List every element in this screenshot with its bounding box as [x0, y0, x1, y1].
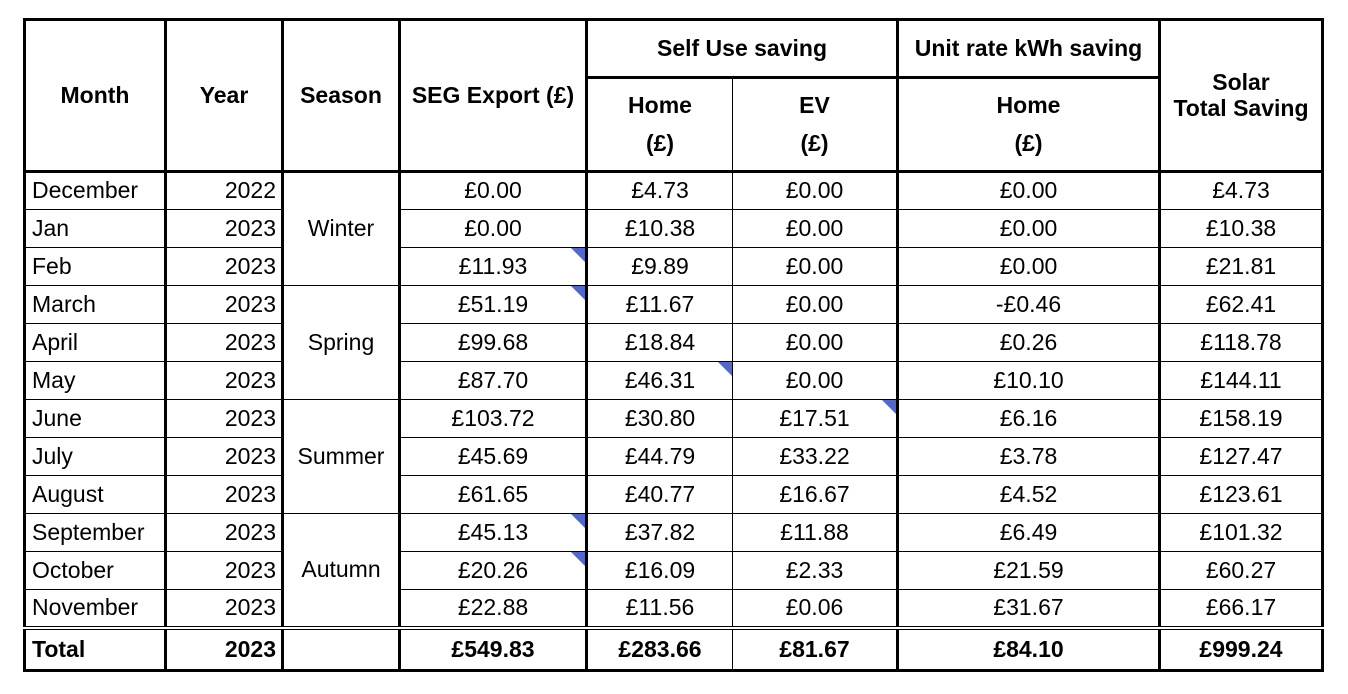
table-row: [25, 324, 1323, 362]
comment-marker-icon[interactable]: [882, 400, 896, 414]
seg-export-cell: £45.13: [400, 514, 587, 552]
month-cell: August: [25, 476, 166, 514]
header-unit-rate-home: [898, 78, 1160, 172]
self-use-home-cell: £44.79: [587, 438, 733, 476]
self-use-home-cell: £18.84: [587, 324, 733, 362]
total-unit-home: £84.10: [898, 628, 1160, 671]
seg-export-cell: £61.65: [400, 476, 587, 514]
comment-marker-icon[interactable]: [571, 552, 585, 566]
header-year: Year: [166, 20, 283, 172]
year-cell: 2023: [166, 476, 283, 514]
seg-export-cell: £11.93: [400, 248, 587, 286]
table-row: [25, 400, 1323, 438]
year-cell: 2023: [166, 552, 283, 590]
year-cell: 2023: [166, 590, 283, 628]
unit-rate-home-cell: £0.00: [898, 248, 1160, 286]
year-cell: 2023: [166, 514, 283, 552]
self-use-home-cell: £11.67: [587, 286, 733, 324]
self-use-home-cell: £30.80: [587, 400, 733, 438]
table-row: [25, 210, 1323, 248]
self-use-home-cell: £16.09: [587, 552, 733, 590]
header-self-use-saving: Self Use saving: [587, 20, 898, 78]
table-row: [25, 552, 1323, 590]
self-use-home-cell: £46.31: [587, 362, 733, 400]
solar-total-cell: £144.11: [1160, 362, 1323, 400]
solar-total-cell: £10.38: [1160, 210, 1323, 248]
total-seg: £549.83: [400, 628, 587, 671]
total-home: £283.66: [587, 628, 733, 671]
season-cell: Winter: [283, 172, 400, 286]
header-total-line1: Solar: [1212, 69, 1270, 96]
header-season: Season: [283, 20, 400, 172]
header-total-line2: Total Saving: [1173, 94, 1309, 121]
self-use-ev-cell: £16.67: [733, 476, 898, 514]
year-cell: 2023: [166, 438, 283, 476]
header-solar-total-saving: [1160, 20, 1323, 172]
year-cell: 2023: [166, 286, 283, 324]
month-cell: November: [25, 590, 166, 628]
total-season: [283, 628, 400, 671]
self-use-home-cell: £37.82: [587, 514, 733, 552]
self-use-ev-cell: £0.00: [733, 286, 898, 324]
total-label: Total: [25, 628, 166, 671]
header-unit-home-unit: (£): [1014, 129, 1043, 156]
unit-rate-home-cell: £3.78: [898, 438, 1160, 476]
month-cell: Jan: [25, 210, 166, 248]
solar-total-cell: £118.78: [1160, 324, 1323, 362]
unit-rate-home-cell: -£0.46: [898, 286, 1160, 324]
seg-export-cell: £20.26: [400, 552, 587, 590]
comment-marker-icon[interactable]: [571, 248, 585, 262]
solar-total-cell: £62.41: [1160, 286, 1323, 324]
season-cell: Autumn: [283, 514, 400, 628]
unit-rate-home-cell: £31.67: [898, 590, 1160, 628]
header-ev-label: EV: [799, 91, 830, 118]
header-month: Month: [25, 20, 166, 172]
year-cell: 2023: [166, 324, 283, 362]
month-cell: March: [25, 286, 166, 324]
table-row: [25, 438, 1323, 476]
header-unit-home-label: Home: [996, 91, 1061, 118]
self-use-home-cell: £11.56: [587, 590, 733, 628]
total-solar-saving: £999.24: [1160, 628, 1323, 671]
table-row: [25, 248, 1323, 286]
unit-rate-home-cell: £6.49: [898, 514, 1160, 552]
month-cell: July: [25, 438, 166, 476]
month-cell: September: [25, 514, 166, 552]
unit-rate-home-cell: £4.52: [898, 476, 1160, 514]
seg-export-cell: £99.68: [400, 324, 587, 362]
table-row: [25, 362, 1323, 400]
year-cell: 2023: [166, 210, 283, 248]
self-use-home-cell: £10.38: [587, 210, 733, 248]
self-use-ev-cell: £0.00: [733, 324, 898, 362]
self-use-ev-cell: £33.22: [733, 438, 898, 476]
month-cell: June: [25, 400, 166, 438]
unit-rate-home-cell: £6.16: [898, 400, 1160, 438]
solar-total-cell: £60.27: [1160, 552, 1323, 590]
table-row: [25, 286, 1323, 324]
unit-rate-home-cell: £0.00: [898, 210, 1160, 248]
self-use-ev-cell: £0.00: [733, 172, 898, 210]
year-cell: 2023: [166, 362, 283, 400]
self-use-ev-cell: £0.00: [733, 210, 898, 248]
table-row: [25, 514, 1323, 552]
seg-export-cell: £0.00: [400, 210, 587, 248]
self-use-ev-cell: £0.06: [733, 590, 898, 628]
table-row: [25, 476, 1323, 514]
header-home-unit: (£): [645, 129, 675, 156]
solar-total-cell: £4.73: [1160, 172, 1323, 210]
self-use-ev-cell: £2.33: [733, 552, 898, 590]
self-use-ev-cell: £0.00: [733, 248, 898, 286]
month-cell: April: [25, 324, 166, 362]
solar-total-cell: £21.81: [1160, 248, 1323, 286]
solar-total-cell: £127.47: [1160, 438, 1323, 476]
header-self-use-home: [587, 78, 733, 172]
table-body: [25, 172, 1323, 628]
self-use-home-cell: £9.89: [587, 248, 733, 286]
month-cell: Feb: [25, 248, 166, 286]
header-seg-export: SEG Export (£): [400, 20, 587, 172]
table-row: [25, 590, 1323, 628]
header-self-use-ev: [733, 78, 898, 172]
self-use-ev-cell: £11.88: [733, 514, 898, 552]
month-cell: May: [25, 362, 166, 400]
self-use-ev-cell: £0.00: [733, 362, 898, 400]
header-home-label: Home: [628, 91, 692, 118]
month-cell: December: [25, 172, 166, 210]
season-cell: Spring: [283, 286, 400, 400]
seg-export-cell: £22.88: [400, 590, 587, 628]
unit-rate-home-cell: £10.10: [898, 362, 1160, 400]
comment-marker-icon[interactable]: [718, 362, 732, 376]
total-row: [25, 628, 1323, 671]
season-cell: Summer: [283, 400, 400, 514]
header-ev-unit: (£): [800, 129, 829, 156]
self-use-ev-cell: £17.51: [733, 400, 898, 438]
solar-total-cell: £123.61: [1160, 476, 1323, 514]
comment-marker-icon[interactable]: [571, 286, 585, 300]
year-cell: 2023: [166, 400, 283, 438]
month-cell: October: [25, 552, 166, 590]
seg-export-cell: £0.00: [400, 172, 587, 210]
comment-marker-icon[interactable]: [571, 514, 585, 528]
solar-total-cell: £101.32: [1160, 514, 1323, 552]
table-row: [25, 172, 1323, 210]
solar-total-cell: £158.19: [1160, 400, 1323, 438]
unit-rate-home-cell: £0.26: [898, 324, 1160, 362]
seg-export-cell: £51.19: [400, 286, 587, 324]
year-cell: 2023: [166, 248, 283, 286]
seg-export-cell: £87.70: [400, 362, 587, 400]
seg-export-cell: £103.72: [400, 400, 587, 438]
total-year: 2023: [166, 628, 283, 671]
total-ev: £81.67: [733, 628, 898, 671]
solar-total-cell: £66.17: [1160, 590, 1323, 628]
unit-rate-home-cell: £21.59: [898, 552, 1160, 590]
solar-savings-table: [23, 18, 1324, 672]
self-use-home-cell: £4.73: [587, 172, 733, 210]
seg-export-cell: £45.69: [400, 438, 587, 476]
year-cell: 2022: [166, 172, 283, 210]
self-use-home-cell: £40.77: [587, 476, 733, 514]
header-unit-rate-saving: Unit rate kWh saving: [898, 20, 1160, 78]
unit-rate-home-cell: £0.00: [898, 172, 1160, 210]
